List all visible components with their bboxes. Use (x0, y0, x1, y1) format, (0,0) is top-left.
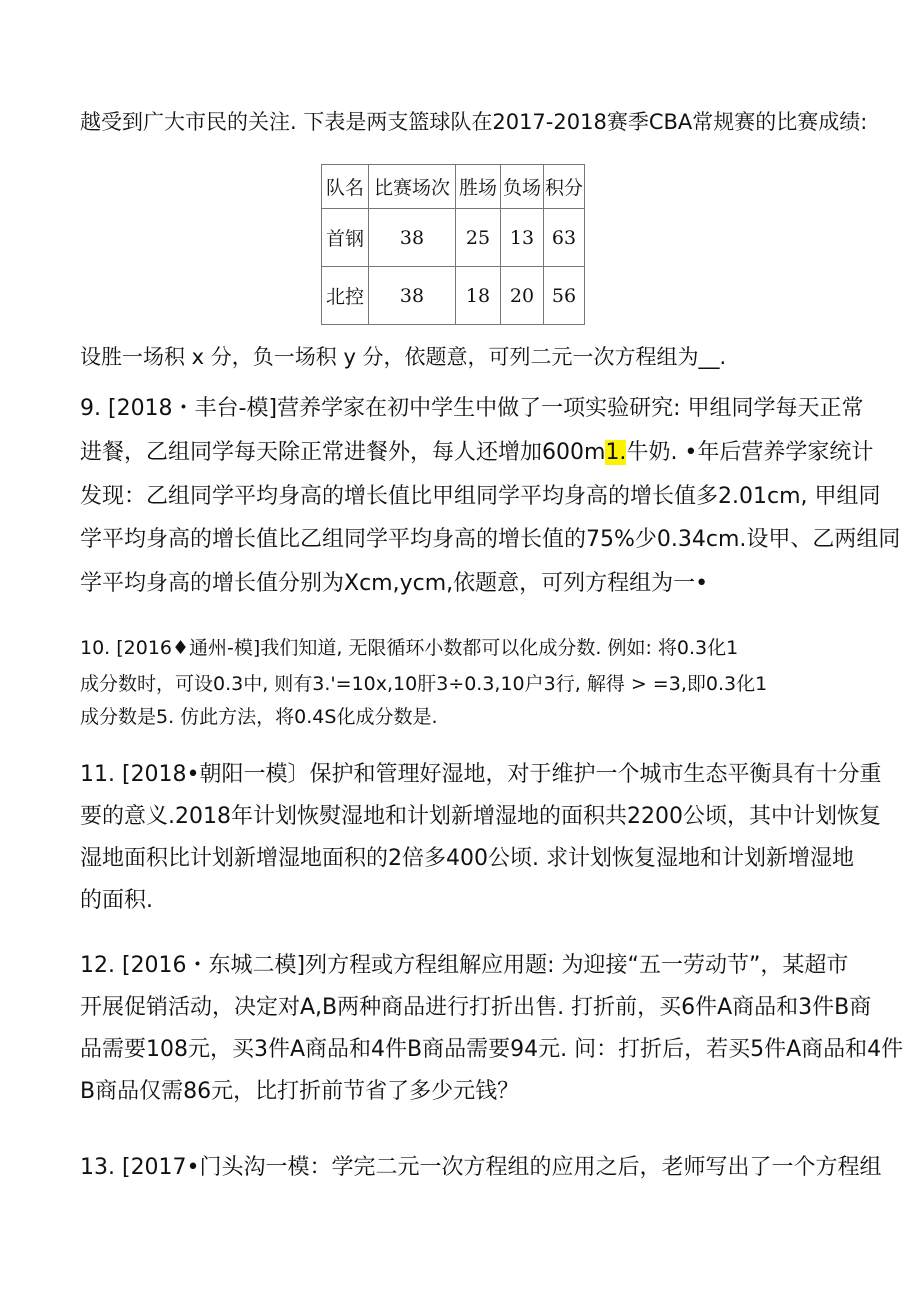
q12-line-1: 12. [2016・东城二模]列方程或方程组解应用题: 为迎接“五一劳动节”，某超市 (80, 953, 849, 978)
table-header-row (322, 165, 585, 209)
q9-line-1: 9. [2018・丰台-模]营养学家在初中学生中做了一项实验研究: 甲组同学每天正常 (80, 396, 864, 421)
cell-team: 首钢 (322, 209, 369, 267)
q11-line-1: 11. [2018•朝阳一模〕保护和管理好湿地，对于维护一个城市生态平衡具有十分重 (80, 762, 882, 787)
header-team: 队名 (322, 165, 369, 209)
cell-points: 56 (544, 267, 585, 325)
q9-line-3: 发现：乙组同学平均身高的增长值比甲组同学平均身高的增长值多2.01cm, 甲组同 (80, 484, 881, 509)
q12-line-2: 开展促销活动，决定对A,B两种商品进行打折出售. 打折前，买6件A商品和3件B商 (80, 995, 872, 1020)
cell-games: 38 (369, 267, 456, 325)
q9-line-2a: 进餐，乙组同学每天除正常进餐外，每人还增加600m (80, 440, 606, 465)
cell-games: 38 (369, 209, 456, 267)
cell-wins: 25 (456, 209, 501, 267)
q12-line-3: 品需要108元，买3件A商品和4件B商品需要94元. 问：打折后，若买5件A商品和4件 (80, 1037, 904, 1062)
cell-points: 63 (544, 209, 585, 267)
table-row (322, 267, 585, 325)
q13-line-1: 13. [2017•门头沟一模：学完二元一次方程组的应用之后，老师写出了一个方程组 (80, 1155, 882, 1180)
q9-line-2b: 牛奶. •年后营养学家统计 (626, 440, 874, 465)
q8-intro-line: 越受到广大市民的关注. 下表是两支篮球队在2017-2018赛季CBA常规赛的比赛成绩: (80, 110, 868, 134)
cell-losses: 20 (501, 267, 544, 325)
header-games: 比赛场次 (369, 165, 456, 209)
score-table (321, 164, 585, 325)
cell-losses: 13 (501, 209, 544, 267)
highlighted-text: 1. (605, 440, 627, 465)
q9-line-5: 学平均身高的增长值分别为Xcm,ycm,依题意，可列方程组为一• (80, 571, 709, 596)
cell-team: 北控 (322, 267, 369, 325)
q11-line-3: 湿地面积比计划新增湿地面积的2倍多400公顷. 求计划恢复湿地和计划新增湿地 (80, 846, 854, 871)
table-row (322, 209, 585, 267)
q10-line-1: 10. [2016♦通州-模]我们知道, 无限循环小数都可以化成分数. 例如: 将0.3化1 (80, 637, 739, 659)
q11-line-2: 要的意义.2018年计划恢熨湿地和计划新增湿地的面积共2200公顷，其中计划恢复 (80, 804, 881, 829)
q10-line-3: 成分数是5. 仿此方法，将0.4S化成分数是. (80, 706, 438, 728)
q9-line-2 (80, 438, 873, 468)
cell-wins: 18 (456, 267, 501, 325)
q12-line-4: B商品仅需86元，比打折前节省了多少元钱？ (80, 1079, 520, 1104)
header-points: 积分 (544, 165, 585, 209)
q9-line-4: 学平均身高的增长值比乙组同学平均身高的增长值的75%少0.34cm.设甲、乙两组同 (80, 527, 901, 552)
header-losses: 负场 (501, 165, 544, 209)
header-wins: 胜场 (456, 165, 501, 209)
q8-question-line: 设胜一场积 x 分，负一场积 y 分，依题意，可列二元一次方程组为__. (80, 345, 727, 369)
q10-line-2: 成分数时，可设0.3中, 则有3.'=10x,10肝3÷0.3,10户3行, 解得 > =3,即0.3化1 (80, 673, 768, 695)
q11-line-4: 的面积. (80, 888, 153, 913)
